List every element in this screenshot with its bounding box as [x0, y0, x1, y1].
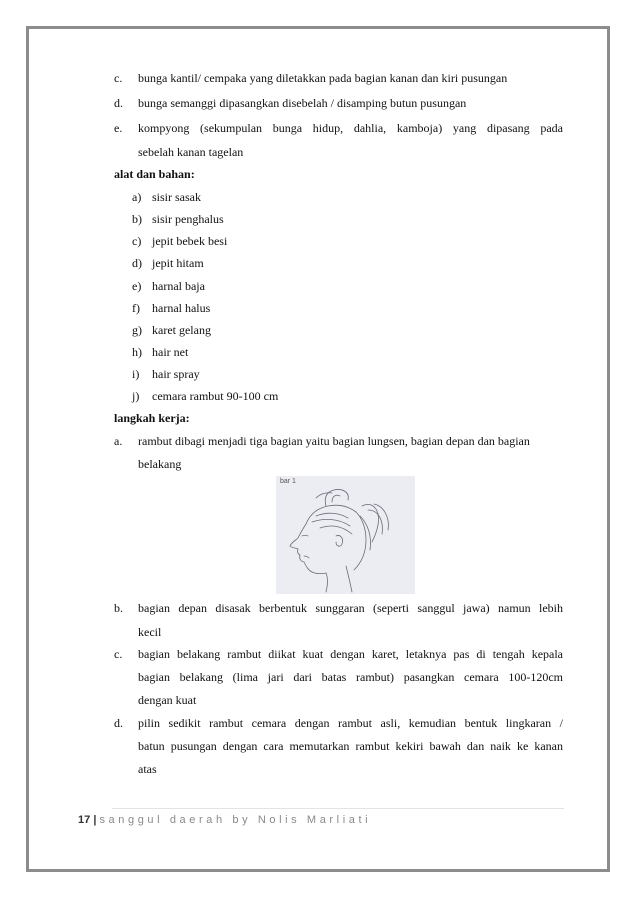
tool-label-g: g) [132, 323, 142, 337]
footer-separator: | [93, 814, 97, 826]
tool-label-f: f) [132, 301, 140, 315]
tool-item-i: hair spray [152, 367, 200, 381]
tool-label-b: b) [132, 212, 142, 226]
tool-item-h: hair net [152, 345, 189, 359]
tool-label-a: a) [132, 190, 142, 204]
step-c-line1: bagian belakang rambut diikat kuat dengan karet, letaknya pas di tengah kepala [138, 647, 563, 661]
tool-label-i: i) [132, 367, 140, 381]
head-profile-sketch [276, 476, 415, 594]
list-label-d: d. [114, 96, 123, 110]
list-item-e-line1: kompyong (sekumpulan bunga hidup, dahlia, kamboja) yang dipasang pada [138, 121, 563, 135]
tool-item-c: jepit bebek besi [152, 234, 228, 248]
step-d-line2: batun pusungan dengan cara memutarkan rambut kekiri bawah dan naik ke kanan [138, 739, 563, 753]
step-label-a: a. [114, 434, 123, 448]
tool-label-d: d) [132, 256, 142, 270]
step-c-line2: bagian belakang (lima jari dari batas rambut) pasangkan cemara 100-120cm [138, 670, 563, 684]
list-label-e: e. [114, 121, 123, 135]
footer-rule [112, 808, 564, 809]
list-label-c: c. [114, 71, 123, 85]
footer-title: sanggul daerah by Nolis Marliati [99, 814, 372, 826]
page-number: 17 [78, 814, 91, 826]
list-item-c: bunga kantil/ cempaka yang diletakkan pada bagian kanan dan kiri pusungan [138, 71, 508, 85]
tool-item-g: karet gelang [152, 323, 211, 337]
step-d-line3: atas [138, 762, 157, 776]
tool-item-d: jepit hitam [152, 256, 204, 270]
tool-item-f: harnal halus [152, 301, 211, 315]
steps-heading: langkah kerja: [114, 411, 190, 425]
list-item-e-line2: sebelah kanan tagelan [138, 145, 244, 159]
step-label-c: c. [114, 647, 123, 661]
step-b-line1: bagian depan disasak berbentuk sunggaran (seperti sanggul jawa) namun lebih [138, 601, 563, 615]
tool-item-b: sisir penghalus [152, 212, 224, 226]
tool-label-h: h) [132, 345, 142, 359]
page-footer [78, 814, 371, 826]
figure-caption: bar 1 [280, 478, 296, 485]
step-label-d: d. [114, 716, 123, 730]
tool-item-e: harnal baja [152, 279, 205, 293]
tool-item-a: sisir sasak [152, 190, 201, 204]
hair-sketch-figure [276, 476, 415, 594]
step-a-line2: belakang [138, 457, 182, 471]
tool-item-j: cemara rambut 90-100 cm [152, 389, 279, 403]
step-label-b: b. [114, 601, 123, 615]
tools-heading: alat dan bahan: [114, 167, 195, 181]
step-d-line1: pilin sedikit rambut cemara dengan rambut asli, kemudian bentuk lingkaran / [138, 716, 563, 730]
tool-label-c: c) [132, 234, 142, 248]
tool-label-j: j) [132, 389, 140, 403]
step-c-line3: dengan kuat [138, 693, 197, 707]
tool-label-e: e) [132, 279, 142, 293]
list-item-d: bunga semanggi dipasangkan disebelah / disamping butun pusungan [138, 96, 467, 110]
step-a-line1: rambut dibagi menjadi tiga bagian yaitu bagian lungsen, bagian depan dan bagian [138, 434, 530, 448]
step-b-line2: kecil [138, 625, 162, 639]
